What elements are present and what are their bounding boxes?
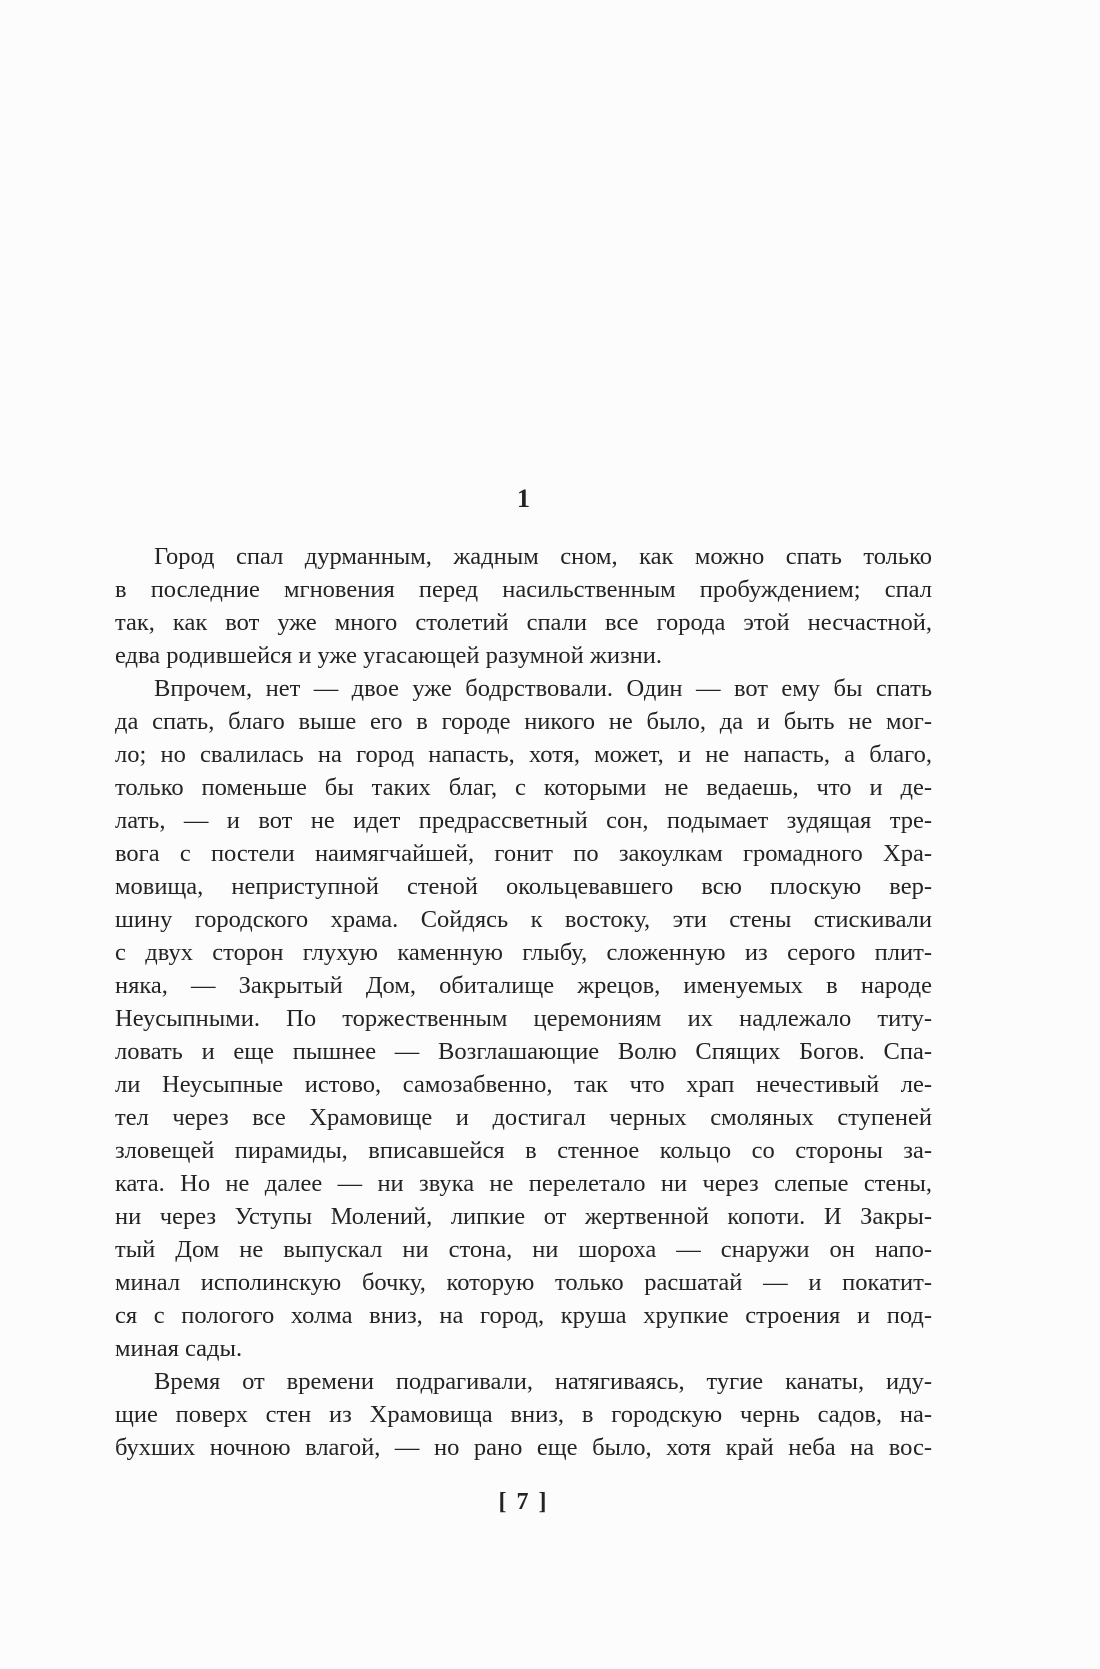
text-line: миная сады. (115, 1335, 243, 1362)
text-line: тел через все Храмовище и достигал черных смоляных ступеней (115, 1104, 932, 1131)
page-number: [ 7 ] (498, 1489, 549, 1515)
text-line: Город спал дурманным, жадным сном, как можно спать только (154, 543, 932, 570)
text-line: ловать и еще пышнее — Возглашающие Волю Спящих Богов. Спа- (115, 1038, 932, 1065)
text-line: едва родившейся и уже угасающей разумной жизни. (115, 642, 662, 669)
text-line: так, как вот уже много столетий спали все города этой несчастной, (115, 609, 932, 636)
text-line: Впрочем, нет — двое уже бодрствовали. Один — вот ему бы спать (154, 675, 932, 702)
text-line: няка, — Закрытый Дом, обиталище жрецов, именуемых в народе (115, 972, 932, 999)
text-line: минал исполинскую бочку, которую только расшатай — и покатит- (115, 1269, 932, 1296)
text-line: зловещей пирамиды, вписавшейся в стенное кольцо со стороны за- (115, 1137, 932, 1164)
text-line: только поменьше бы таких благ, с которыми не ведаешь, что и де- (115, 774, 932, 801)
text-line: ни через Уступы Молений, липкие от жертвенной копоти. И Закры- (115, 1203, 932, 1230)
text-line: ли Неусыпные истово, самозабвенно, так что храп нечестивый ле- (115, 1071, 932, 1098)
text-line: шину городского храма. Сойдясь к востоку, эти стены стискивали (115, 906, 932, 933)
text-line: лать, — и вот не идет предрассветный сон, подымает зудящая тре- (115, 807, 932, 834)
text-line: щие поверх стен из Храмовища вниз, в городскую чернь садов, на- (115, 1401, 932, 1428)
chapter-heading: 1 (517, 484, 530, 513)
text-line: ката. Но не далее — ни звука не перелетало ни через слепые стены, (115, 1170, 932, 1197)
text-line: с двух сторон глухую каменную глыбу, сложенную из серого плит- (115, 939, 932, 966)
text-line: мовища, неприступной стеной окольцевавшего всю плоскую вер- (115, 873, 932, 900)
text-line: в последние мгновения перед насильственным пробуждением; спал (115, 576, 932, 603)
text-line: вога с постели наимягчайшей, гонит по закоулкам громадного Хра- (115, 840, 932, 867)
text-line: тый Дом не выпускал ни стона, ни шороха — снаружи он напо- (115, 1236, 932, 1263)
text-block (115, 540, 932, 1464)
text-line: Неусыпными. По торжественным церемониям их надлежало титу- (115, 1005, 932, 1032)
text-line: ся с пологого холма вниз, на город, круша хрупкие строения и под- (115, 1302, 932, 1329)
text-line: Время от времени подрагивали, натягиваясь, тугие канаты, иду- (154, 1368, 932, 1395)
text-line: бухших ночною влагой, — но рано еще было, хотя край неба на вос- (115, 1434, 932, 1461)
text-line: да спать, благо выше его в городе никого не было, да и быть не мог- (115, 708, 932, 735)
text-line: ло; но свалилась на город напасть, хотя, может, и не напасть, а благо, (115, 741, 932, 768)
